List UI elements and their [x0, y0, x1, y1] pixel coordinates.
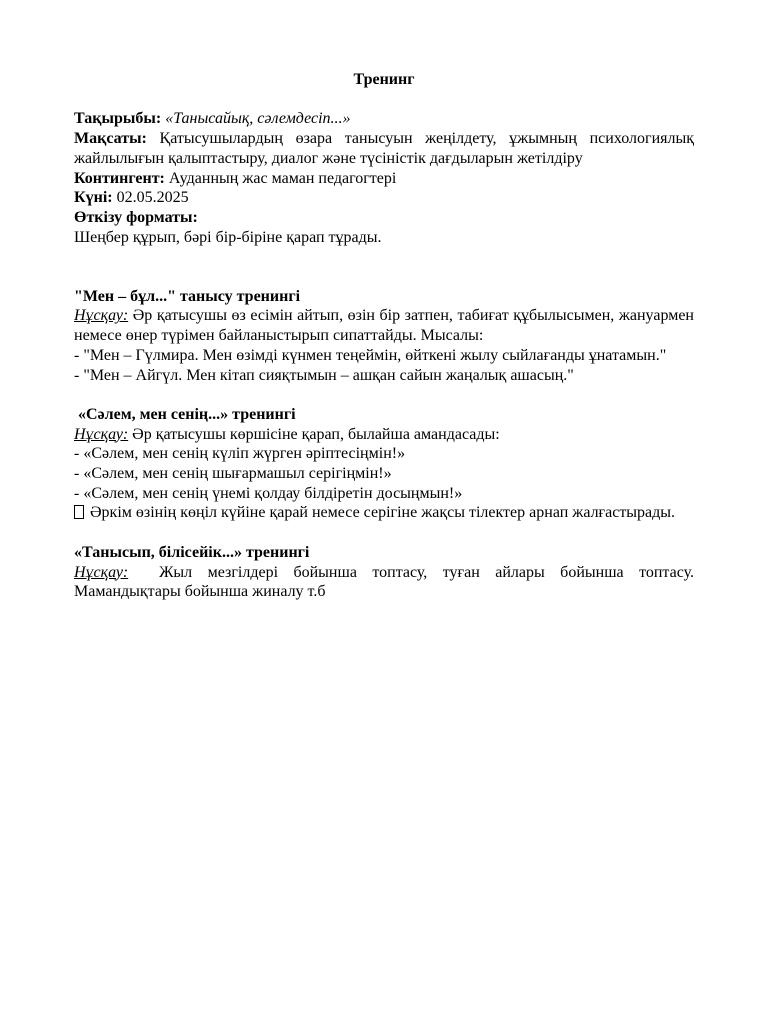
topic-value: «Танысайық, сәлемдесіп...» [165, 110, 351, 128]
section-instruction [74, 306, 694, 345]
section-instruction [74, 425, 694, 445]
date-value: 02.05.2025 [116, 189, 189, 207]
spacer [74, 247, 694, 286]
section-instruction [74, 563, 698, 602]
list-item: - «Сәлем, мен сенің күліп жүрген әріптесіңмін!» [74, 445, 406, 463]
instruction-text: Әр қатысушы өз есімін айтып, өзін бір затпен, табиғат құбылысымен, жануармен немесе өнер түрімен байланыстырып сипаттайды. Мысалы: [74, 307, 694, 345]
missing-glyph-box-icon [74, 505, 84, 519]
document-body [74, 70, 698, 602]
instruction-label: Нұсқау: [74, 563, 129, 581]
instruction-label: Нұсқау: [74, 307, 129, 325]
section-heading: «Танысып, білісейік...» тренингі [74, 543, 310, 561]
spacer [74, 523, 694, 543]
date-line [74, 188, 694, 208]
instruction-text: Әр қатысушы көршісіне қарап, былайша амандасады: [128, 425, 500, 443]
section-heading: «Сәлем, мен сенің...» тренингі [78, 405, 296, 423]
goal-label: Мақсаты: [74, 130, 147, 148]
goal-line [74, 129, 694, 168]
document-title: Тренинг [353, 71, 415, 88]
contingent-value: Ауданның жас маман педагогтері [168, 169, 397, 187]
section-heading: "Мен – бұл..." танысу тренингі [74, 287, 301, 305]
topic-line [74, 109, 694, 129]
topic-label: Тақырыбы: [74, 110, 162, 128]
contingent-label: Контингент: [74, 169, 165, 187]
date-label: Күні: [74, 189, 113, 207]
list-item: - «Сәлем, мен сенің шығармашыл серігіңмін!» [74, 465, 392, 483]
note-text: Әркім өзінің көңіл күйіне қарай немесе серігіне жақсы тілектер арнап жалғастырады. [90, 504, 676, 522]
format-value: Шеңбер құрып, бәрі бір-біріне қарап тұрады. [74, 228, 382, 246]
format-label: Өткізу форматы: [74, 208, 198, 226]
contingent-line [74, 169, 694, 189]
list-item: - "Мен – Гүлмира. Мен өзімді күнмен теңеймін, өйткені жылу сыйлағанды ұнатамын." [74, 346, 667, 364]
list-item: - "Мен – Айгүл. Мен кітап сияқтымын – ашқан сайын жаңалық ашасың." [74, 366, 574, 384]
spacer [74, 385, 694, 405]
note-line [74, 503, 694, 523]
instruction-label: Нұсқау: [74, 425, 129, 443]
list-item: - «Сәлем, мен сенің үнемі қолдау білдіретін досыңмын!» [74, 484, 463, 502]
goal-value: Қатысушылардың өзара танысуын жеңілдету, ұжымның психологиялық жайлылығын қалыптастыру, диалог және түсіністік дағдыларын жетілдіру [74, 130, 694, 167]
instruction-text: Жыл мезгілдері бойынша топтасу, туған айлары бойынша топтасу. Мамандықтары бойынша жиналу т.б [74, 563, 698, 601]
